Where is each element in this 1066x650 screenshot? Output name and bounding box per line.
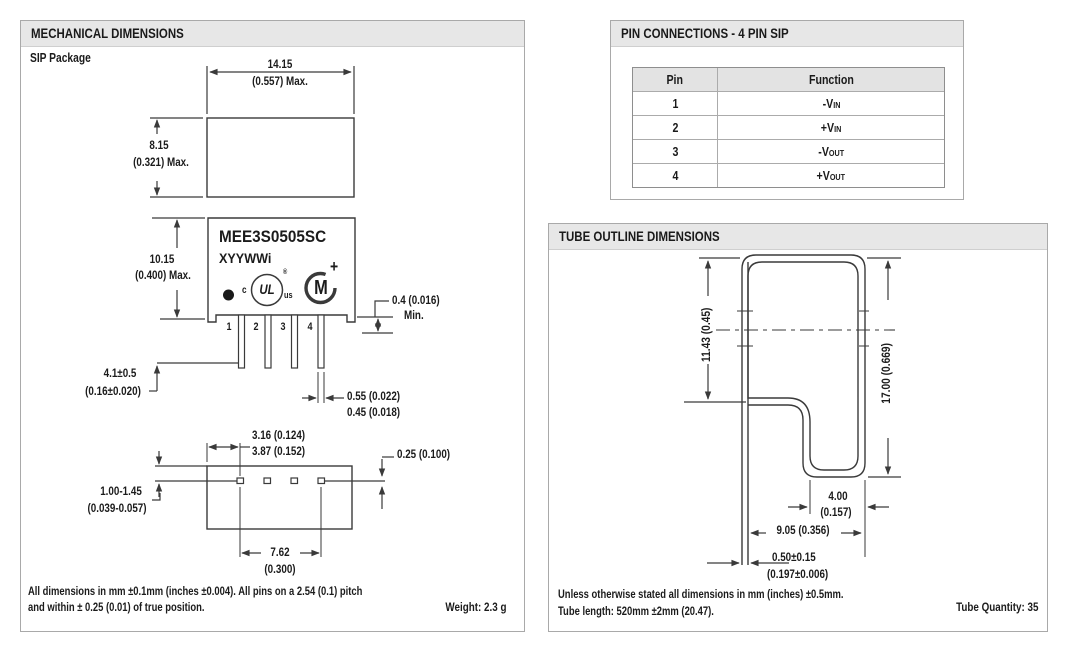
- dim-pin-offset-max: 3.87 (0.152): [252, 444, 306, 458]
- pin-number: 3: [672, 144, 678, 159]
- weight-note: Weight: 2.3 g: [444, 600, 506, 614]
- pin-panel-header: [611, 21, 963, 47]
- dim-height-in: (0.400) Max.: [135, 268, 191, 282]
- ul-registered-mark: ®: [283, 269, 288, 276]
- col-header-function: Function: [808, 72, 854, 87]
- dim-pin-width-max: 0.55 (0.022): [347, 389, 401, 403]
- tube-dim-slot-in: (0.157): [820, 505, 852, 519]
- dim-pin-thickness: 0.25 (0.100): [397, 447, 451, 461]
- dim-depth-in: (0.321) Max.: [133, 155, 189, 169]
- dim-width-in: (0.557) Max.: [252, 74, 308, 88]
- tube-footnote-line2: Tube length: 520mm ±2mm (20.47).: [558, 606, 714, 618]
- tube-panel-header: [549, 224, 1047, 250]
- pin-function-sub: IN: [834, 123, 842, 134]
- dim-pin-length-in: (0.16±0.020): [85, 384, 141, 398]
- pin-label-2: 2: [253, 321, 259, 333]
- mechanical-footnote-line2: and within ± 0.25 (0.01) of true position.: [28, 602, 205, 614]
- col-header-pin: Pin: [666, 72, 684, 87]
- pin-panel-title: PIN CONNECTIONS - 4 PIN SIP: [621, 26, 789, 41]
- dim-pin-offset-min: 3.16 (0.124): [252, 428, 306, 442]
- ul-c-mark: c: [242, 285, 247, 296]
- dim-pitch-in: (0.300): [264, 562, 296, 576]
- table-row: [633, 163, 944, 187]
- pin-label-4: 4: [307, 321, 313, 333]
- dim-standoff-min: Min.: [404, 308, 424, 322]
- pin-function: +V: [820, 120, 835, 135]
- dim-depth-mm: 8.15: [149, 138, 169, 152]
- mechanical-panel-header: [21, 21, 524, 47]
- tube-dim-wall-mm: 0.50±0.15: [772, 550, 816, 564]
- mechanical-footnote-line1: All dimensions in mm ±0.1mm (inches ±0.004). All pins on a 2.54 (0.1) pitch: [28, 586, 363, 598]
- pin-function: -V: [818, 144, 829, 159]
- ul-us-mark: us: [284, 290, 293, 300]
- pin-label-1: 1: [226, 321, 232, 333]
- pin-function-sub: OUT: [830, 171, 846, 182]
- table-header-row: [633, 68, 944, 91]
- pin-function-table: [632, 67, 945, 188]
- mechanical-dimensions-panel: [20, 20, 525, 632]
- tube-dim-wall-in: (0.197±0.006): [767, 567, 829, 581]
- tube-panel-title: TUBE OUTLINE DIMENSIONS: [559, 229, 720, 244]
- dim-row-offset-mm: 1.00-1.45: [100, 484, 142, 498]
- tube-footnote-line1: Unless otherwise stated all dimensions in mm (inches) ±0.5mm.: [558, 589, 844, 601]
- pin-number: 4: [672, 168, 678, 183]
- dim-height-mm: 10.15: [149, 252, 175, 266]
- mechanical-panel-title: MECHANICAL DIMENSIONS: [31, 26, 184, 41]
- dim-pin-length-mm: 4.1±0.5: [103, 366, 137, 380]
- pin-function: -V: [822, 96, 833, 111]
- pin-label-3: 3: [280, 321, 286, 333]
- table-row: [633, 115, 944, 139]
- murata-logo-m: M: [314, 277, 328, 299]
- pin-number: 1: [672, 96, 678, 111]
- part-number: MEE3S0505SC: [219, 227, 327, 246]
- tube-dim-left-height: 11.43 (0.45): [699, 307, 713, 363]
- tube-dim-width: 9.05 (0.356): [776, 523, 830, 537]
- dim-width-mm: 14.15: [267, 57, 293, 71]
- dim-pin-width-min: 0.45 (0.018): [347, 405, 401, 419]
- pin-function-sub: IN: [832, 99, 840, 110]
- table-row: [633, 91, 944, 115]
- dim-standoff: 0.4 (0.016): [392, 293, 440, 307]
- pin-function-sub: OUT: [828, 147, 844, 158]
- tube-quantity: Tube Quantity: 35: [955, 600, 1038, 614]
- pin-number: 2: [672, 120, 678, 135]
- sip-package-label: SIP Package: [30, 51, 91, 65]
- ul-logo-letters: UL: [259, 281, 275, 297]
- table-row: [633, 139, 944, 163]
- tube-dim-slot-mm: 4.00: [828, 489, 848, 503]
- date-code-marking: XYYWWi: [219, 250, 272, 266]
- dim-row-offset-in: (0.039-0.057): [87, 501, 147, 515]
- dim-pitch-mm: 7.62: [270, 545, 290, 559]
- pin-function: +V: [816, 168, 831, 183]
- murata-logo-plus: +: [330, 257, 339, 276]
- tube-dim-right-height: 17.00 (0.669): [879, 343, 893, 404]
